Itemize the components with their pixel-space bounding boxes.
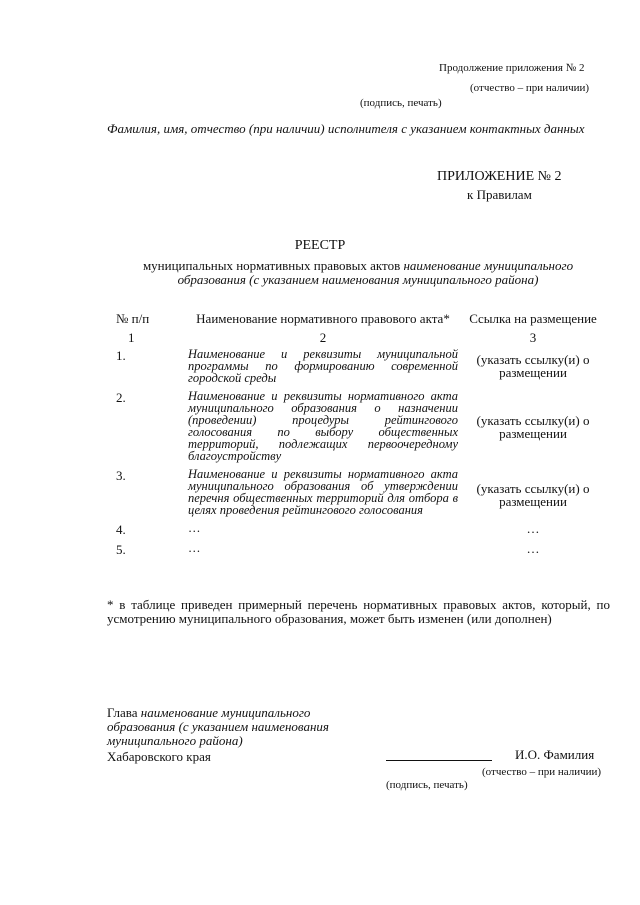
header-number-3: 3: [529, 330, 537, 345]
table-number-row: [104, 326, 608, 345]
patronymic-note: (отчество – при наличии): [470, 82, 590, 94]
row-num: 3.: [116, 468, 126, 483]
row-num: 4.: [116, 522, 126, 537]
register-subtitle-plain: муниципальных нормативных правовых актов: [142, 258, 404, 273]
row-num: 1.: [116, 348, 126, 363]
register-title: РЕЕСТР: [294, 238, 346, 253]
row-link: (указать ссылку(и) о размещении: [476, 481, 590, 509]
row-name: Наименование и реквизиты нормативного акта муниципального образования о назначении (проведении) процедуры рейтингового голосования по выбору общественных территорий, подлежащих первоочередному благоустройству: [188, 389, 458, 463]
register-table: [104, 312, 608, 558]
signature-line: [386, 760, 492, 761]
signature-note: (подпись, печать): [360, 97, 442, 109]
row-name: Наименование и реквизиты муниципальной программы по формированию современной городской среды: [188, 347, 458, 385]
row-link: (указать ссылку(и) о размещении: [476, 413, 590, 441]
row-name: …: [188, 521, 201, 535]
register-subtitle: [108, 259, 608, 287]
header-number-2: 2: [319, 330, 327, 345]
table-row: [104, 345, 608, 384]
continuation-label: Продолжение приложения № 2: [439, 62, 585, 74]
table-footnote: * в таблице приведен примерный перечень нормативных правовых актов, который, по усмотрению муниципального образования, может быть изменен (или дополнен): [107, 597, 610, 626]
appendix-title: ПРИЛОЖЕНИЕ № 2: [437, 169, 562, 184]
row-link: …: [526, 541, 540, 556]
header-link: Ссылка на размещение: [469, 311, 597, 326]
table-row: [104, 516, 608, 538]
table-header-row: [104, 312, 608, 326]
executor-info: Фамилия, имя, отчество (при наличии) исполнителя с указанием контактных данных: [107, 121, 585, 136]
head-label: Глава: [107, 705, 141, 720]
row-name: Наименование и реквизиты нормативного акта муниципального образования об утверждении перечня общественных территорий для отбора в целях проведения рейтингового голосования: [188, 467, 458, 517]
header-name: Наименование нормативного правового акта*: [196, 311, 450, 326]
row-num: 2.: [116, 390, 126, 405]
row-name: …: [188, 541, 201, 555]
official-name: И.О. Фамилия: [515, 747, 595, 762]
row-num: 5.: [116, 542, 126, 557]
bottom-signature-note: (подпись, печать): [386, 779, 468, 791]
head-municipality-name: наименование муниципального образования (с указанием наименования муниципального района): [107, 705, 329, 748]
region-label: Хабаровского края: [107, 749, 211, 764]
header-number-1: 1: [128, 330, 135, 345]
bottom-patronymic-note: (отчество – при наличии): [482, 766, 602, 778]
table-row: [104, 538, 608, 558]
head-of-municipality: [107, 706, 367, 748]
table-row: [104, 384, 608, 462]
table-row: [104, 462, 608, 516]
register-subtitle-italic: наименование муниципального образования (с указанием наименования муниципального района): [177, 258, 574, 287]
appendix-subtitle: к Правилам: [467, 187, 532, 202]
row-link: (указать ссылку(и) о размещении: [476, 352, 590, 380]
row-link: …: [526, 521, 540, 536]
header-num: № п/п: [116, 311, 150, 326]
